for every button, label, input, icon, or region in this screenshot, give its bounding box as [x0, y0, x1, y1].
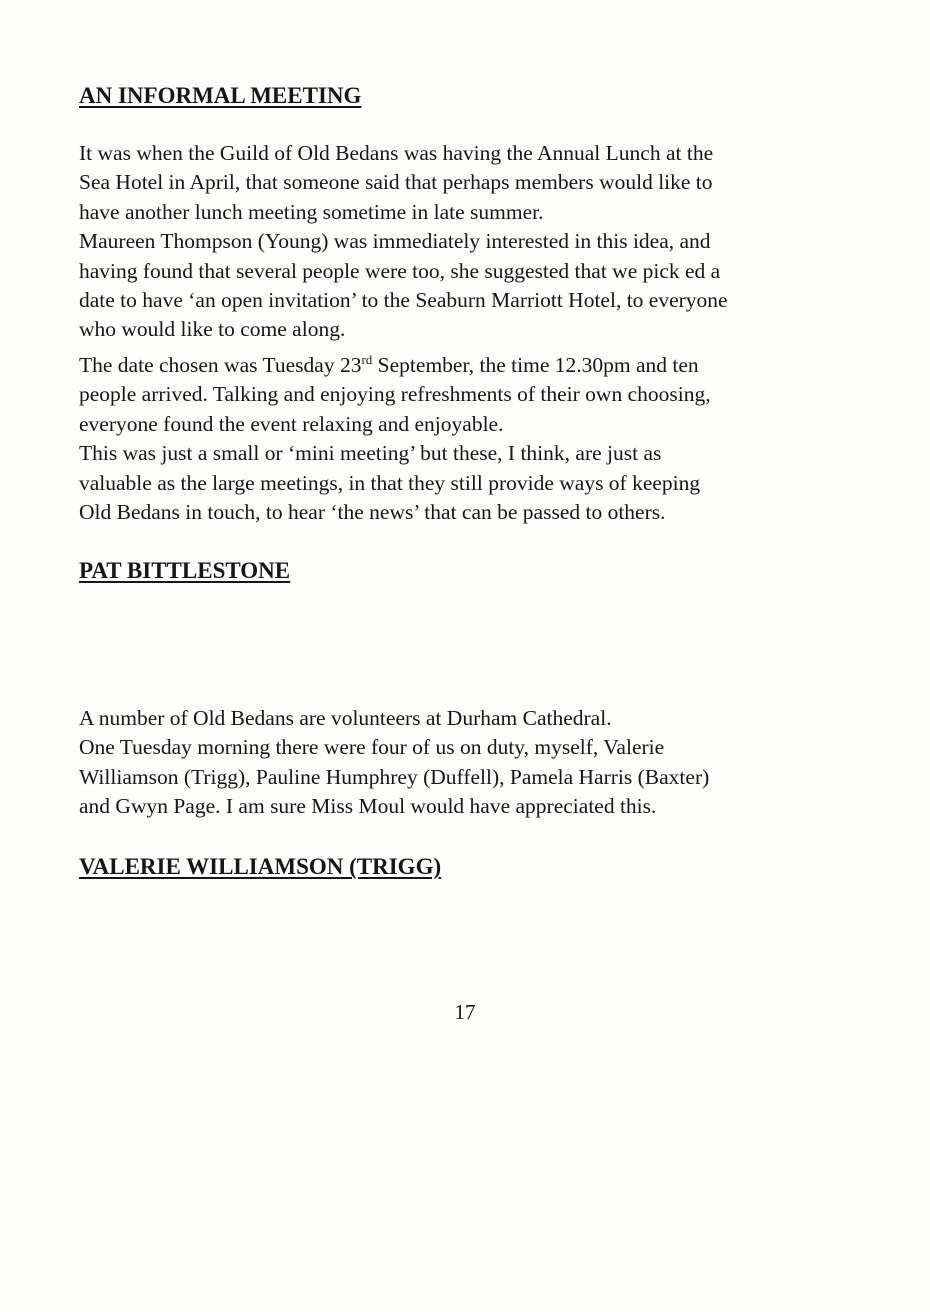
body-line: date to have ‘an open invitation’ to the Seaburn Marriott Hotel, to everyone [79, 288, 728, 313]
page-number: 17 [454, 1000, 476, 1024]
body-line: who would like to come along. [79, 317, 346, 342]
article-body [79, 704, 879, 822]
body-line: It was when the Guild of Old Bedans was having the Annual Lunch at the [79, 141, 714, 165]
body-line: A number of Old Bedans are volunteers at Durham Cathedral. [79, 706, 612, 730]
body-line: Maureen Thompson (Young) was immediately interested in this idea, and [79, 229, 711, 254]
body-line: valuable as the large meetings, in that they still provide ways of keeping [79, 470, 701, 495]
body-line: Williamson (Trigg), Pauline Humphrey (Duffell), Pamela Harris (Baxter) [79, 764, 710, 789]
section-heading: AN INFORMAL MEETING [79, 83, 362, 108]
body-line: This was just a small or ‘mini meeting’ but these, I think, are just as [79, 441, 662, 466]
body-line: and Gwyn Page. I am sure Miss Moul would have appreciated this. [79, 794, 657, 819]
body-line: Sea Hotel in April, that someone said that perhaps members would like to [79, 170, 713, 195]
author-signature: VALERIE WILLIAMSON (TRIGG) [79, 854, 442, 879]
date-ordinal-suffix: rd [361, 351, 373, 367]
body-line: Old Bedans in touch, to hear ‘the news’ that can be passed to others. [79, 500, 666, 525]
date-line-start: The date chosen was Tuesday 23 [79, 353, 362, 377]
body-line: everyone found the event relaxing and enjoyable. [79, 411, 504, 436]
date-line [79, 345, 879, 381]
body-line: people arrived. Talking and enjoying refreshments of their own choosing, [79, 382, 711, 407]
body-line: have another lunch meeting sometime in late summer. [79, 199, 544, 224]
article-body [79, 139, 879, 527]
author-signature: PAT BITTLESTONE [79, 558, 291, 583]
date-line-end: September, the time 12.30pm and ten [372, 353, 699, 377]
body-line: One Tuesday morning there were four of us on duty, myself, Valerie [79, 735, 665, 760]
body-line: having found that several people were too, she suggested that we pick ed a [79, 258, 721, 283]
